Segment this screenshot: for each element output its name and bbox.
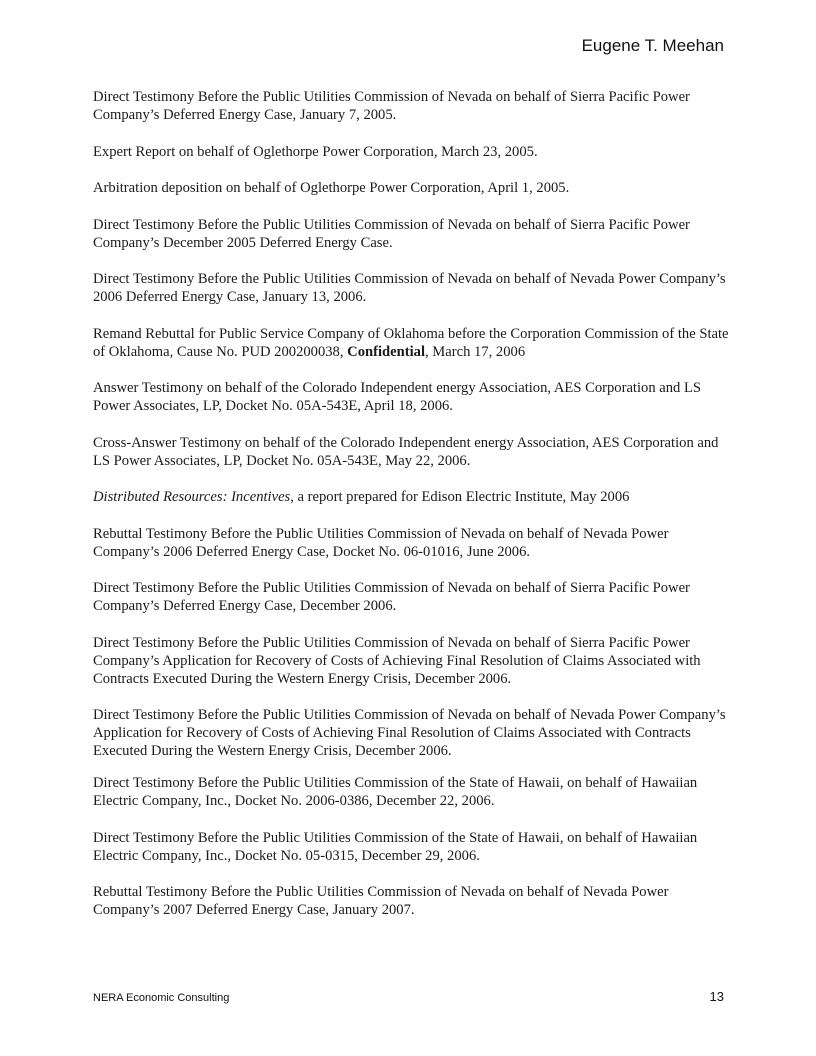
list-item bbox=[93, 179, 733, 197]
entry-text: Answer Testimony on behalf of the Colorado Independent energy Association, AES Corporation and LS Power Associates, LP, Docket No. 05A-543E, April 18, 2006. bbox=[93, 380, 702, 414]
list-item bbox=[93, 379, 733, 415]
entry-text-tail: , March 17, 2006 bbox=[425, 343, 526, 360]
entry-text: Direct Testimony Before the Public Utilities Commission of Nevada on behalf of Nevada Power Company’s Application for Recovery of Costs of Achieving Final Resolution of Claims Associated with Contracts Executed During the Western Energy Crisis, December 2006. bbox=[93, 707, 726, 759]
entry-text: Direct Testimony Before the Public Utilities Commission of Nevada on behalf of Sierra Pacific Power Company’s Deferred Energy Case, January 7, 2005. bbox=[93, 89, 690, 123]
entry-text: Expert Report on behalf of Oglethorpe Power Corporation, March 23, 2005. bbox=[93, 143, 538, 160]
list-item bbox=[93, 216, 733, 252]
footer-company: NERA Economic Consulting bbox=[93, 992, 230, 1004]
list-item bbox=[93, 774, 733, 810]
entry-text: Rebuttal Testimony Before the Public Utilities Commission of Nevada on behalf of Nevada Power Company’s 2006 Deferred Energy Case, Docket No. 06-01016, June 2006. bbox=[93, 525, 669, 560]
list-item bbox=[93, 579, 733, 615]
list-item bbox=[93, 883, 733, 919]
list-item bbox=[93, 634, 733, 688]
entry-text: Rebuttal Testimony Before the Public Utilities Commission of Nevada on behalf of Nevada Power Company’s 2007 Deferred Energy Case, January 2007. bbox=[93, 884, 669, 918]
entry-text: Arbitration deposition on behalf of Oglethorpe Power Corporation, April 1, 2005. bbox=[93, 180, 570, 196]
report-title: Distributed Resources: Incentives bbox=[93, 489, 291, 505]
entry-text: Direct Testimony Before the Public Utilities Commission of Nevada on behalf of Sierra Pacific Power Company’s December 2005 Deferred Energy Case. bbox=[93, 216, 690, 251]
list-item bbox=[93, 488, 733, 506]
list-item bbox=[93, 829, 733, 865]
list-item bbox=[93, 270, 733, 306]
list-item bbox=[93, 434, 733, 470]
list-item bbox=[93, 143, 733, 161]
entry-text-tail: , a report prepared for Edison Electric Institute, May 2006 bbox=[290, 489, 630, 505]
confidential-label: Confidential bbox=[347, 343, 425, 360]
list-item bbox=[93, 88, 733, 124]
entry-text: Remand Rebuttal for Public Service Company of Oklahoma before the Corporation Commission of the State of Oklahoma, Cause No. PUD 200200038, bbox=[93, 325, 729, 360]
entry-text: Direct Testimony Before the Public Utilities Commission of Nevada on behalf of Sierra Pacific Power Company’s Application for Recovery of Costs of Achieving Final Resolution of Claims Associated with Contracts Executed During the Western Energy Crisis, December 2006. bbox=[93, 634, 701, 687]
testimony-list bbox=[93, 88, 733, 938]
page-number: 13 bbox=[709, 989, 724, 1004]
entry-text: Direct Testimony Before the Public Utilities Commission of the State of Hawaii, on behalf of Hawaiian Electric Company, Inc., Docket No. 05-0315, December 29, 2006. bbox=[93, 829, 698, 864]
list-item bbox=[93, 706, 733, 760]
list-item bbox=[93, 525, 733, 561]
entry-text: Direct Testimony Before the Public Utilities Commission of Nevada on behalf of Sierra Pacific Power Company’s Deferred Energy Case, December 2006. bbox=[93, 580, 690, 614]
list-item bbox=[93, 325, 733, 361]
author-name: Eugene T. Meehan bbox=[581, 36, 724, 55]
entry-text: Direct Testimony Before the Public Utilities Commission of Nevada on behalf of Nevada Power Company’s 2006 Deferred Energy Case, January 13, 2006. bbox=[93, 271, 726, 305]
entry-text: Cross-Answer Testimony on behalf of the Colorado Independent energy Association, AES Corporation and LS Power Associates, LP, Docket No. 05A-543E, May 22, 2006. bbox=[93, 434, 719, 469]
entry-text: Direct Testimony Before the Public Utilities Commission of the State of Hawaii, on behalf of Hawaiian Electric Company, Inc., Docket No. 2006-0386, December 22, 2006. bbox=[93, 775, 698, 809]
